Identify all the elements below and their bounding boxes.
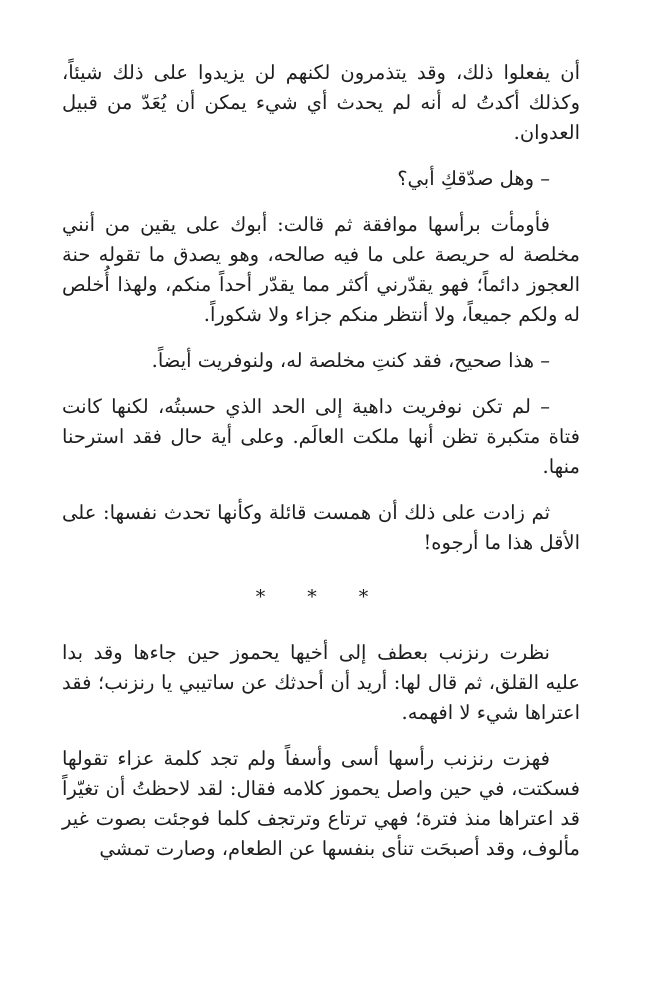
paragraph-continuation: أن يفعلوا ذلك، وقد يتذمرون لكنهم لن يزيدوا على ذلك شيئاً، وكذلك أكدتُ له أنه لم يحدث أي شيء يمكن أن يُعَدّ من قبيل العدوان.: [62, 61, 580, 144]
dialog-line: – هذا صحيح، فقد كنتِ مخلصة له، ولنوفريت أيضاً.: [151, 349, 550, 372]
paragraph: نظرت رنزنب بعطف إلى أخيها يحموز حين جاءها وقد بدا عليه القلق، ثم قال لها: أريد أن أحدثك عن ساتيبي يا رنزنب؛ فقد اعتراها شيء لا افهمه.: [62, 641, 580, 724]
paragraph: ثم زادت على ذلك أن همست قائلة وكأنها تحدث نفسها: على الأقل هذا ما أرجوه!: [62, 501, 580, 554]
paragraph: فهزت رنزنب رأسها أسى وأسفاً ولم تجد كلمة عزاء تقولها فسكتت، في حين واصل يحموز كلامه فقال: لقد لاحظتُ أن تغيّراً قد اعتراها منذ فترة؛ فهي ترتاع وترتجف كلما فوجئت بصوت غير مألوف، وقد أصبحَت تنأى بنفسها عن الطعام، وصارت تمشي: [62, 747, 580, 860]
dialog-line: – لم تكن نوفريت داهية إلى الحد الذي حسبتُه، لكنها كانت فتاة متكبرة تظن أنها ملكت العالَم. وعلى أية حال فقد استرحنا منها.: [62, 395, 580, 478]
section-separator: * * *: [255, 586, 387, 608]
book-page: [62, 58, 580, 880]
dialog-line: – وهل صدّقكِ أبي؟: [397, 167, 550, 190]
paragraph: فأومأت برأسها موافقة ثم قالت: أبوك على يقين من أنني مخلصة له حريصة على ما فيه صالحه، وهو يصدق ما تقوله حنة العجوز دائماً؛ فهو يقدّرني أكثر مما يقدّر أحداً منكم، ولهذا أُخلص له ولكم جميعاً، ولا أنتظر منكم جزاء ولا شكوراً.: [62, 213, 580, 326]
